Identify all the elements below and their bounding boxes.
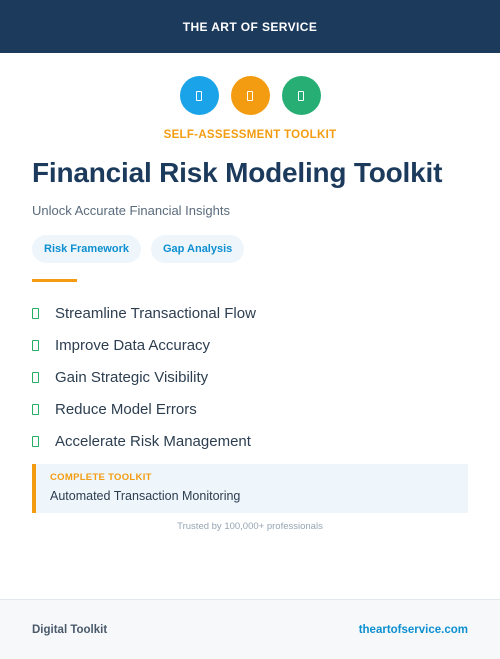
check-icon: [32, 308, 39, 319]
callout-label: COMPLETE TOOLKIT: [50, 472, 152, 483]
brand-name: THE ART OF SERVICE: [182, 19, 318, 34]
page-subtitle: Unlock Accurate Financial Insights: [32, 203, 230, 218]
toolkit-callout: [32, 464, 468, 513]
accent-divider: [32, 279, 77, 282]
document-icon: [247, 91, 253, 101]
orange-badge-icon: [231, 76, 270, 115]
feature-label: Accelerate Risk Management: [55, 432, 251, 450]
tag-risk-framework[interactable]: Risk Framework: [32, 235, 141, 263]
green-badge-icon: [282, 76, 321, 115]
document-icon: [196, 91, 202, 101]
feature-item: [32, 425, 256, 457]
eyebrow-label: SELF-ASSESSMENT TOOLKIT: [163, 129, 337, 141]
feature-label: Reduce Model Errors: [55, 400, 197, 418]
feature-item: [32, 361, 256, 393]
check-icon: [32, 372, 39, 383]
feature-label: Streamline Transactional Flow: [55, 304, 256, 322]
callout-text: Automated Transaction Monitoring: [50, 489, 241, 503]
feature-label: Gain Strategic Visibility: [55, 368, 209, 386]
feature-label: Improve Data Accuracy: [55, 336, 211, 354]
page-title: Financial Risk Modeling Toolkit: [32, 157, 443, 188]
check-icon: [32, 340, 39, 351]
feature-item: [32, 393, 256, 425]
feature-list: [32, 297, 256, 457]
tag-gap-analysis[interactable]: Gap Analysis: [151, 235, 244, 263]
check-icon: [32, 404, 39, 415]
feature-item: [32, 297, 256, 329]
document-icon: [298, 91, 304, 101]
top-banner: [0, 0, 500, 53]
check-icon: [32, 436, 39, 447]
website-link[interactable]: theartofservice.com: [358, 623, 468, 636]
icon-row: [0, 76, 500, 115]
footer-label: Digital Toolkit: [32, 623, 108, 636]
tag-list: [32, 235, 244, 263]
trust-note: Trusted by 100,000+ professionals: [177, 521, 323, 532]
blue-badge-icon: [180, 76, 219, 115]
feature-item: [32, 329, 256, 361]
footer: [0, 599, 500, 659]
